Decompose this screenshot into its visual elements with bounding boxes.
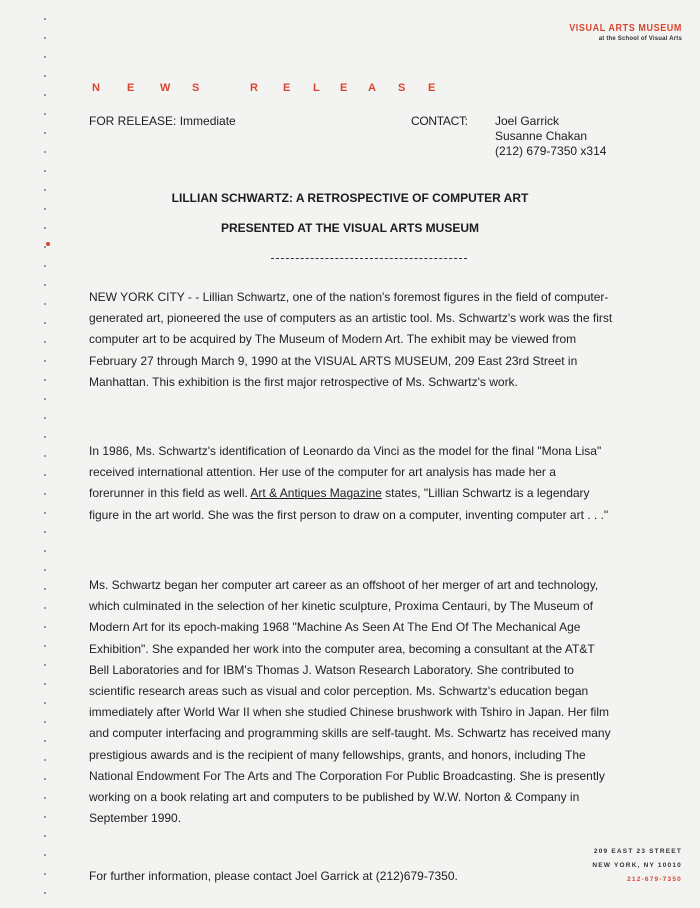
museum-name: VISUAL ARTS MUSEUM (569, 22, 682, 34)
margin-dot (44, 683, 46, 685)
margin-dot (44, 18, 46, 20)
museum-address (592, 845, 682, 887)
contact-name-1: Joel Garrick (495, 114, 560, 128)
margin-dot (44, 341, 46, 343)
margin-dot (44, 797, 46, 799)
banner-letter: A (368, 82, 376, 94)
margin-dot (44, 721, 46, 723)
margin-dot (44, 740, 46, 742)
margin-dot (44, 474, 46, 476)
paragraph-2-start: In 1986, Ms. Schwartz's identification of Leonardo da Vinci as the model for the final "Mona Lisa" received international attention. Her use of the computer for art analysis has made her a forerunner in this field as well. (89, 444, 602, 501)
margin-dot (44, 626, 46, 628)
margin-dot (44, 170, 46, 172)
paragraph-3 (89, 575, 614, 829)
margin-dot (44, 208, 46, 210)
margin-dot (44, 531, 46, 533)
paragraph-3-text: Ms. Schwartz began her computer art career as an offshoot of her merger of art and technology, which culminated in the selection of her kinetic sculpture, Proxima Centauri, by The Museum of Modern Art for its epoch-making 1968 "Machine As Seen At The End Of The Mechanical Age Exhibition". She expanded her work into the computer area, becoming a consultant at the AT&T Bell Laboratories and for IBM's Thomas J. Watson Research Laboratory. She contributed to scientific research areas such as visual and color perception. Ms. Schwartz's education began immediately after World War II when she studied Chinese brushwork with Tshiro in Japan. Her film and computer interfacing and programming skills are self-taught. Ms. Schwartz has received many prestigious awards and is the recipient of many fellowships, grants, and honors, including The National Endowment For The Arts and The Corporation For Public Broadcasting. She is presently working on a book relating art and computers to be published by W.W. Norton & Company in September 1990. (89, 578, 611, 826)
footer-contact: For further information, please contact Joel Garrick at (212)679-7350. (89, 869, 458, 883)
news-release-banner (0, 82, 700, 98)
address-phone: 212-679-7350 (627, 876, 682, 883)
address-city: NEW YORK, NY 10010 (592, 862, 682, 869)
banner-letter: N (92, 82, 100, 94)
banner-letter: E (283, 82, 291, 94)
margin-dot (44, 607, 46, 609)
margin-dot (44, 37, 46, 39)
divider (271, 258, 467, 259)
margin-dot (44, 56, 46, 58)
contact-block (495, 114, 606, 159)
margin-dot (44, 303, 46, 305)
paragraph-2-text (89, 441, 614, 526)
contact-label: CONTACT: (411, 114, 468, 128)
margin-punch-holes (0, 0, 60, 908)
margin-dot (44, 493, 46, 495)
margin-dot (44, 284, 46, 286)
margin-dot (44, 550, 46, 552)
margin-dot (44, 113, 46, 115)
margin-dot (44, 702, 46, 704)
banner-letter: E (340, 82, 348, 94)
margin-dot (44, 132, 46, 134)
margin-dot (44, 246, 46, 248)
banner-letter: L (313, 82, 320, 94)
banner-letter: R (250, 82, 258, 94)
banner-letter: S (398, 82, 406, 94)
margin-dot (44, 360, 46, 362)
banner-letter: E (428, 82, 436, 94)
margin-dot (44, 436, 46, 438)
margin-dot (44, 75, 46, 77)
address-street: 209 EAST 23 STREET (593, 848, 682, 855)
margin-dot (44, 379, 46, 381)
margin-dot (44, 835, 46, 837)
margin-dot (44, 588, 46, 590)
margin-dot (44, 645, 46, 647)
margin-dot (44, 512, 46, 514)
headline-line-2: PRESENTED AT THE VISUAL ARTS MUSEUM (220, 221, 480, 235)
banner-letter: S (192, 82, 200, 94)
margin-dot (44, 873, 46, 875)
margin-dot (44, 322, 46, 324)
margin-dot (44, 398, 46, 400)
paragraph-1 (89, 287, 614, 393)
margin-dot (44, 417, 46, 419)
contact-name-2: Susanne Chakan (495, 129, 588, 143)
margin-dot (44, 778, 46, 780)
museum-subtitle: at the School of Visual Arts (598, 36, 682, 42)
margin-dot (44, 151, 46, 153)
banner-letter: E (127, 82, 135, 94)
margin-dot-red (46, 242, 50, 246)
paragraph-2-end: states, "Lillian Schwartz is a legendary figure in the art world. She was the first person to draw on a computer, inventing computer art . . ." (89, 486, 609, 522)
margin-dot (44, 854, 46, 856)
publication-title: Art & Antiques Magazine (250, 486, 382, 501)
margin-dot (44, 759, 46, 761)
release-value: Immediate (179, 114, 236, 128)
paragraph-2 (89, 441, 614, 526)
margin-dot (44, 892, 46, 894)
margin-dot (44, 265, 46, 267)
margin-dot (44, 569, 46, 571)
paragraph-1-text: NEW YORK CITY - - Lillian Schwartz, one of the nation's foremost figures in the field of computer-generated art, pioneered the use of computers as an artistic tool. Ms. Schwartz's work was the first computer art to be acquired by The Museum of Modern Art. The exhibit may be viewed from February 27 through March 9, 1990 at the VISUAL ARTS MUSEUM, 209 East 23rd Street in Manhattan. This exhibition is the first major retrospective of Ms. Schwartz's work. (89, 290, 613, 389)
release-label: FOR RELEASE: (89, 114, 177, 128)
contact-phone: (212) 679-7350 x314 (495, 144, 607, 158)
release-line (89, 114, 236, 128)
margin-dot (44, 455, 46, 457)
margin-dot (44, 816, 46, 818)
letterhead (569, 22, 682, 42)
banner-letter: W (160, 82, 171, 94)
headline-line-1: LILLIAN SCHWARTZ: A RETROSPECTIVE OF COMPUTER ART (171, 191, 529, 205)
margin-dot (44, 664, 46, 666)
